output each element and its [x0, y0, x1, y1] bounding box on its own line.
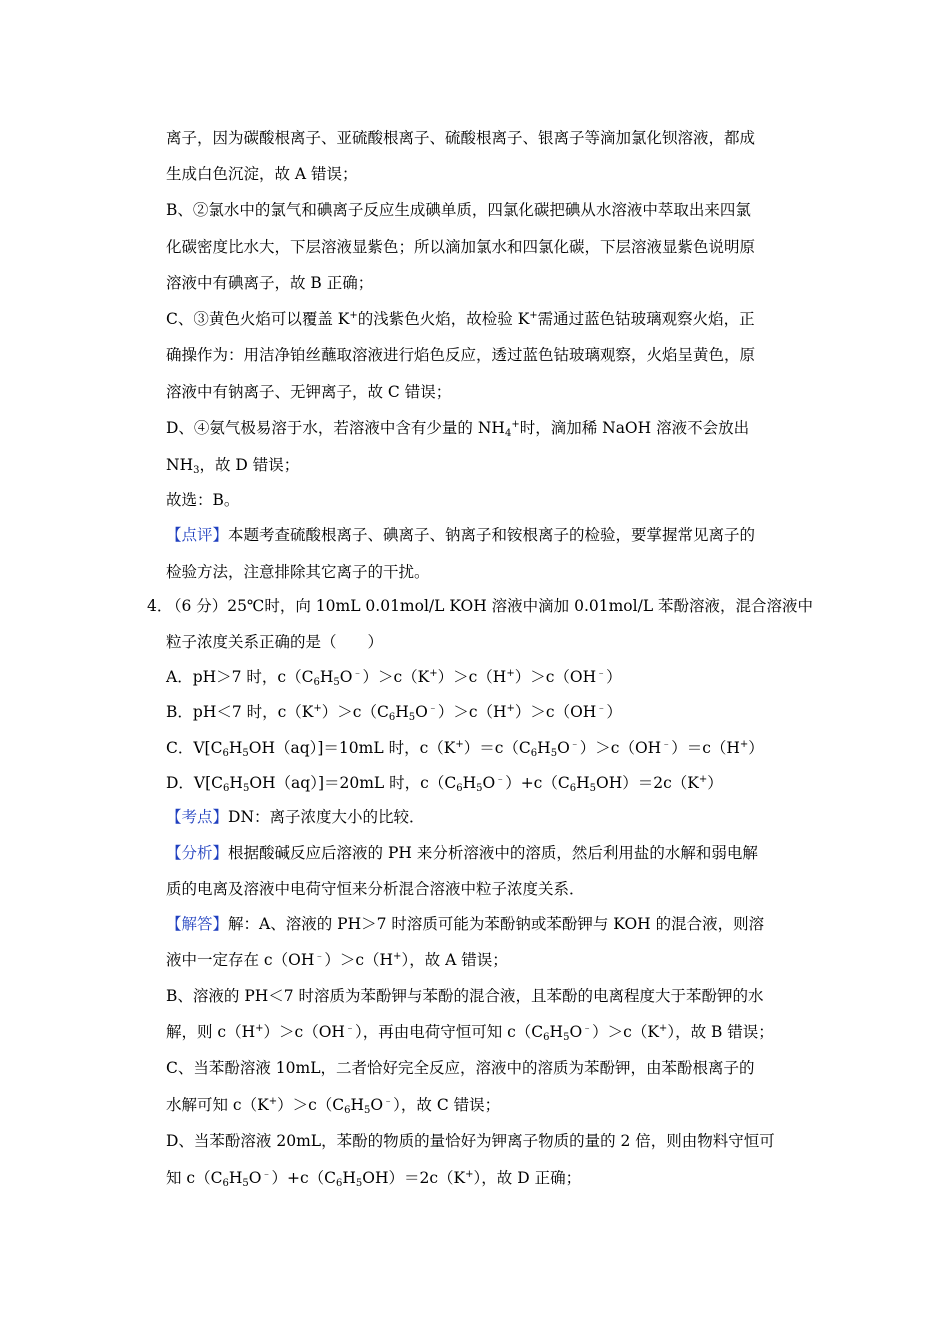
- fenxi-tag: 【分析】: [166, 844, 229, 862]
- text-line: B、溶液的 PH＜7 时溶质为苯酚钾与苯酚的混合液，且苯酚的电离程度大于苯酚钾的水: [166, 987, 764, 1005]
- text-line: $NH_3$，故 D 错误；: [166, 456, 300, 476]
- text-line: 检验方法，注意排除其它离子的干扰。: [166, 563, 430, 581]
- text-line: D、当苯酚溶液 20mL，苯酚的物质的量恰好为钾离子物质的量的 2 倍，则由物料守恒可: [166, 1132, 775, 1150]
- option-d: D．$V[C_6H_5OH(aq)]=20mL$ 时，$c(C_6H_5O^﹣)+c(C_6H_5OH)=2c(K^+)$: [166, 774, 723, 794]
- option-a: A．pH＞7 时，$c(C_6H_5O^﹣)>c(K^+)>c(H^+)>c(OH^﹣)$: [166, 668, 622, 688]
- text-line: 解，则 c（H+）＞c（OH﹣），再由电荷守恒可知 $c(C_6H_5O^﹣)>c(K^+)$，故 B 错误；: [166, 1023, 774, 1043]
- text-line: 确操作为：用洁净铂丝蘸取溶液进行焰色反应，透过蓝色钴玻璃观察，火焰呈黄色，原: [166, 346, 756, 364]
- text-line: 溶液中有碘离子，故 B 正确；: [166, 274, 374, 292]
- text-line: 液中一定存在 c（OH﹣）＞c（H+），故 A 错误；: [166, 951, 508, 969]
- text-line: 化碳密度比水大，下层溶液显紫色；所以滴加氯水和四氯化碳，下层溶液显紫色说明原: [166, 238, 756, 256]
- option-b: B．pH＜7 时，$c(K^+)>c(C_6H_5O^﹣)>c(H^+)>c(OH^﹣)$: [166, 703, 622, 723]
- text-line: C、③黄色火焰可以覆盖 K+的浅紫色火焰，故检验 K+需通过蓝色钴玻璃观察火焰，正: [166, 310, 755, 328]
- option-c: C．$V[C_6H_5OH(aq)]=10mL$ 时，$c(K^+)=c(C_6H_5O^﹣)>c(OH^﹣)=c(H^+)$: [166, 739, 764, 759]
- text-line: 离子，因为碳酸根离子、亚硫酸根离子、硫酸根离子、银离子等滴加氯化钡溶液，都成: [166, 129, 756, 147]
- text-line: 质的电离及溶液中电荷守恒来分析混合溶液中粒子浓度关系．: [166, 880, 585, 898]
- jieda-tag: 【解答】: [166, 915, 229, 933]
- answer-choice: 故选：B。: [166, 491, 240, 509]
- question-stem: （6 分）25℃时，向 10mL 0.01mol/L KOH 溶液中滴加 0.01mol/L 苯酚溶液，混合溶液中: [166, 597, 814, 615]
- fenxi-section: 【分析】根据酸碱反应后溶液的 PH 来分析溶液中的溶质，然后利用盐的水解和弱电解: [166, 844, 758, 862]
- text-line: C、当苯酚溶液 10mL，二者恰好完全反应，溶液中的溶质为苯酚钾，由苯酚根离子的: [166, 1059, 755, 1077]
- kaodian-tag: 【考点】: [166, 808, 229, 826]
- text-line: B、②氯水中的氯气和碘离子反应生成碘单质，四氯化碳把碘从水溶液中萃取出来四氯: [166, 201, 751, 219]
- review-section: 【点评】本题考查硫酸根离子、碘离子、钠离子和铵根离子的检验，要掌握常见离子的: [166, 526, 756, 544]
- jieda-section: 【解答】解：A、溶液的 PH＞7 时溶质可能为苯酚钠或苯酚钾与 KOH 的混合液，则溶: [166, 915, 765, 933]
- text-line: 生成白色沉淀，故 A 错误；: [166, 165, 358, 183]
- text-line: 水解可知 $c(K^+)>c(C_6H_5O^﹣)$，故 C 错误；: [166, 1096, 501, 1116]
- question-number: 4．: [147, 597, 173, 615]
- text-line: 知 $c(C_6H_5O^﹣)+c(C_6H_5OH)=2c(K^+)$，故 D 正确；: [166, 1169, 582, 1189]
- text-line: 溶液中有钠离子、无钾离子，故 C 错误；: [166, 383, 452, 401]
- text-line: D、④氨气极易溶于水，若溶液中含有少量的 $NH_4^+$时，滴加稀 NaOH 溶液不会放出: [166, 419, 750, 439]
- question-stem: 粒子浓度关系正确的是（ ）: [166, 633, 384, 651]
- review-tag: 【点评】: [166, 526, 229, 544]
- kaodian-section: 【考点】DN：离子浓度大小的比较．: [166, 808, 425, 826]
